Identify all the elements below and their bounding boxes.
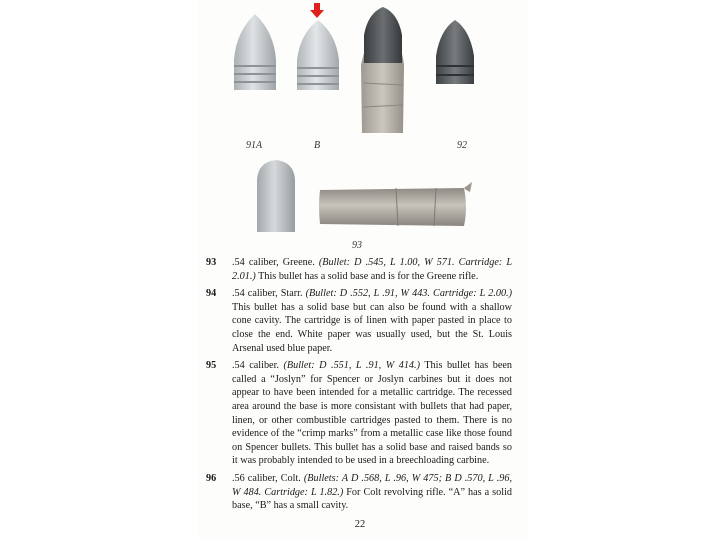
entry-96 — [206, 472, 512, 513]
bullet-b-photo — [293, 18, 343, 92]
entry-text — [232, 256, 512, 283]
caption-92: 92 — [457, 140, 467, 151]
entry-number: 96 — [206, 472, 217, 484]
entry-95 — [206, 359, 512, 468]
entry-text — [232, 287, 512, 355]
entry-body: This bullet has a solid base and is for the Greene rifle. — [258, 270, 479, 282]
caption-b: B — [314, 140, 321, 151]
entry-body: This bullet has been called a “Joslyn” for Spencer or Joslyn carbines but it does not appear to have been intended for a metallic cartridge. The recessed area around the base is more consistant with bullets that had paper, linen, or other combustible cartridges pasted to them. There is no evidence of the “crimp marks” from a metallic case like those found on Spencer bullets. This bullet has a solid base and raised bands so it was probably intended to be used in a breechloading carbine. — [232, 360, 513, 467]
bullet-93-photo — [254, 158, 298, 234]
page-number: 22 — [354, 519, 366, 530]
entry-number: 93 — [206, 257, 217, 268]
entry-lead: .56 caliber, Colt. — [232, 472, 301, 484]
dark-bullet-photo — [432, 18, 478, 86]
caption-91a: 91A — [246, 140, 263, 151]
entry-lead: .54 caliber, Starr. — [232, 288, 303, 300]
entry-lead: .54 caliber. — [232, 360, 279, 372]
entry-lead: .54 caliber, Greene. — [232, 257, 315, 268]
entry-spec: (Bullets: A D .568, L .96, W 475; B D .570, L .96, W 484. Cartridge: L 1.82.) — [232, 472, 513, 498]
entry-spec: (Bullet: D .545, L 1.00, W 571. Cartridge: L 2.01.) — [232, 257, 513, 282]
entry-spec: (Bullet: D .552, L .91, W 443. Cartridge: L 2.00.) — [305, 288, 512, 300]
entry-body: This bullet has a solid base but can also be found with a shallow cone cavity. The cartridge is of linen with paper pasted in place to close the end. White paper was usually used, but the St. Louis Arsenal used blue paper. — [232, 301, 512, 354]
cartridge-93-photo — [316, 180, 474, 232]
cartridge-92-photo — [358, 5, 408, 135]
entry-text — [232, 359, 512, 468]
bullet-entries — [206, 256, 512, 517]
bullet-91a-photo — [228, 10, 282, 92]
entry-spec: (Bullet: D .551, L .91, W 414.) — [283, 360, 420, 372]
entry-text — [232, 472, 512, 513]
caption-93: 93 — [352, 240, 362, 251]
entry-number: 95 — [206, 360, 217, 372]
entry-number: 94 — [206, 288, 217, 300]
entry-body: For Colt revolving rifle. “A” has a solid base, “B” has a small cavity. — [232, 486, 512, 512]
red-arrow-icon — [309, 3, 325, 19]
entry-94 — [206, 287, 512, 355]
entry-93 — [206, 256, 512, 283]
